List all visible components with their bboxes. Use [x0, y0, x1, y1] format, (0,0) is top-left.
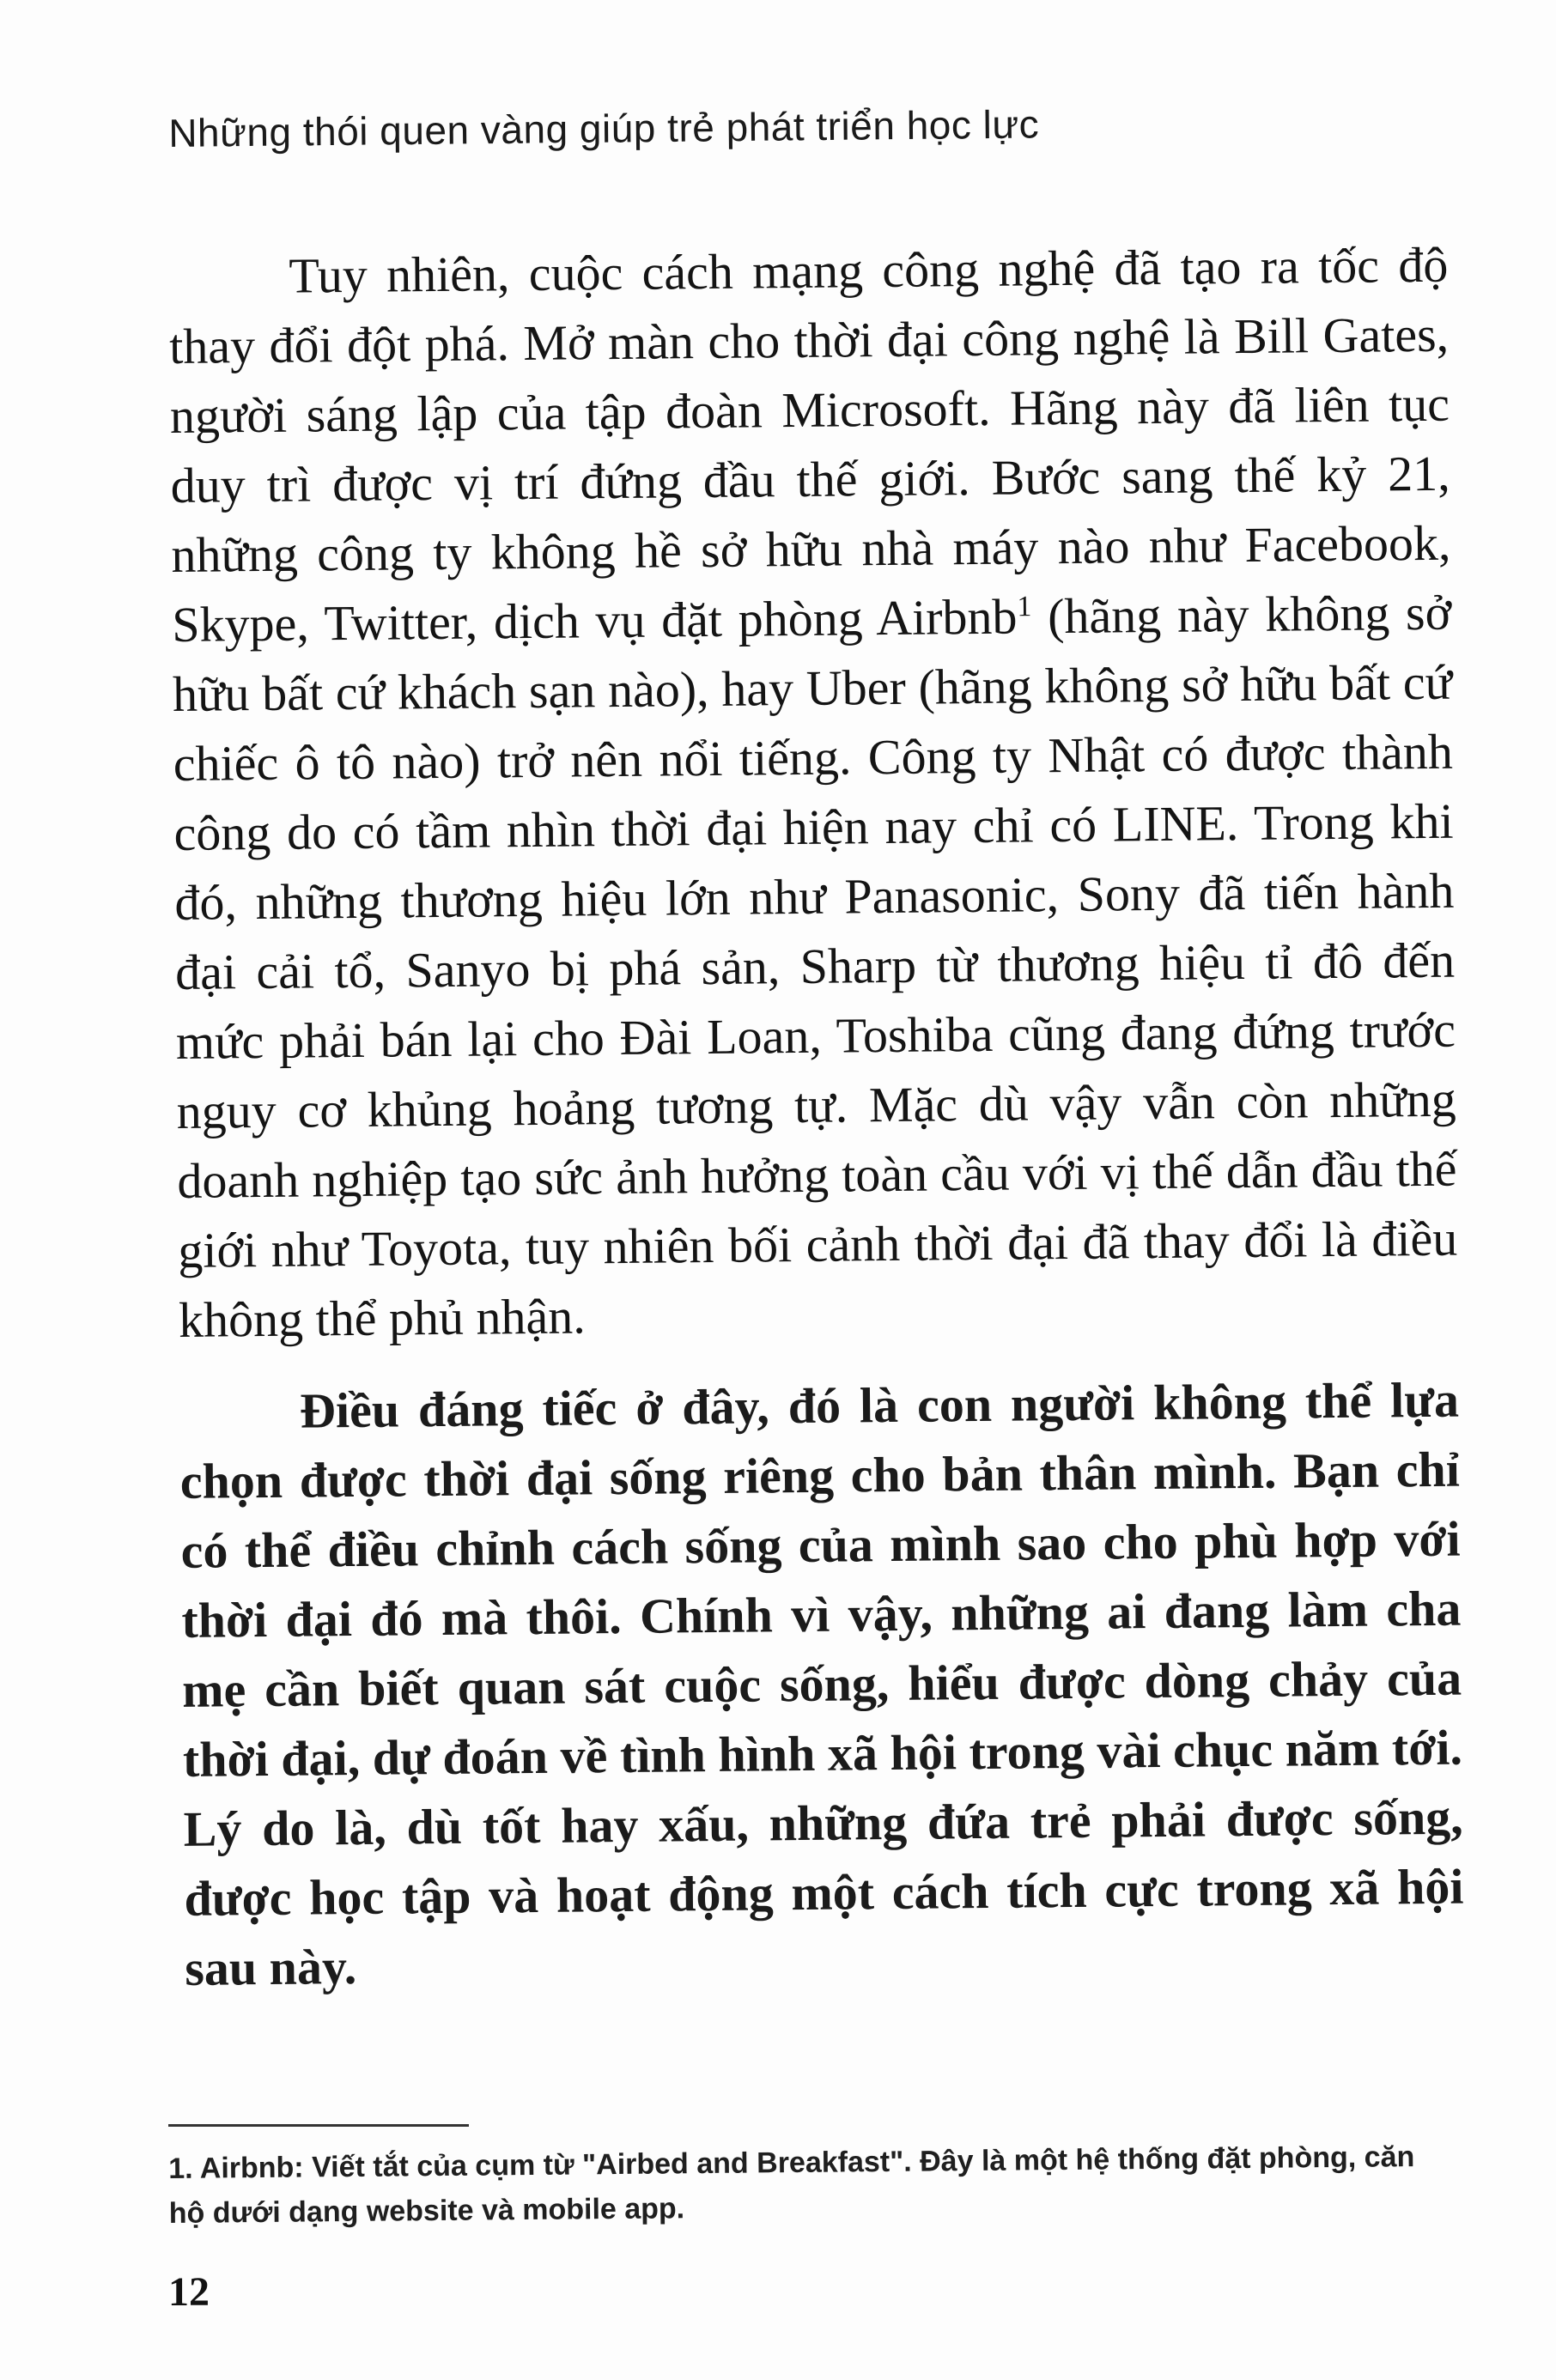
paragraph-2: Điều đáng tiếc ở đây, đó là con người không thể lựa chọn được thời đại sống riêng cho bản thân mình. Bạn chỉ có thể điều chỉnh cách sống của mình sao cho phù hợp với thời đại đó mà thôi. Chính vì vậy, những ai đang làm cha mẹ cần biết quan sát cuộc sống, hiểu được dòng chảy của thời đại, dự đoán về tình hình xã hội trong vài chục năm tới. Lý do là, dù tốt hay xấu, những đứa trẻ phải được sống, được học tập và hoạt động một cách tích cực trong xã hội sau này. [179, 1371, 1464, 1996]
paragraph-1 [168, 230, 1458, 1355]
running-header-title: Những thói quen vàng giúp trẻ phát triển học lực [168, 101, 1040, 155]
paragraph-1-text-a: Tuy nhiên, cuộc cách mạng công nghệ đã tạo ra tốc độ thay đổi đột phá. Mở màn cho thời đại công nghệ là Bill Gates, người sáng lập của tập đoàn Microsoft. Hãng này đã liên tục duy trì được vị trí đứng đầu thế giới. Bước sang thế kỷ 21, những công ty không hề sở hữu nhà máy nào như Facebook, Skype, Twitter, dịch vụ đặt phòng Airbnb [168, 236, 1451, 653]
body-text [168, 230, 1465, 2003]
footnote-divider [168, 2124, 469, 2127]
page-number: 12 [168, 2269, 210, 2315]
footnote-reference-1: 1 [1017, 591, 1032, 623]
footnote-1: 1. Airbnb: Viết tắt của cụm từ "Airbed and Breakfast". Đây là một hệ thống đặt phòng, căn hộ dưới dạng website và mobile app. [168, 2140, 1415, 2230]
paragraph-1-text-b: (hãng này không sở hữu bất cứ khách sạn nào), hay Uber (hãng không sở hữu bất cứ chiếc ô tô nào) trở nên nổi tiếng. Công ty Nhật có được thành công do có tầm nhìn thời đại hiện nay chỉ có LINE. Trong khi đó, những thương hiệu lớn như Panasonic, Sony đã tiến hành đại cải tổ, Sanyo bị phá sản, Sharp từ thương hiệu tỉ đô đến mức phải bán lại cho Đài Loan, Toshiba cũng đang đứng trước nguy cơ khủng hoảng tương tự. Mặc dù vậy vẫn còn những doanh nghiệp tạo sức ảnh hưởng toàn cầu với vị thế dẫn đầu thế giới như Toyota, tuy nhiên bối cảnh thời đại đã thay đổi là điều không thể phủ nhận. [172, 584, 1458, 1348]
